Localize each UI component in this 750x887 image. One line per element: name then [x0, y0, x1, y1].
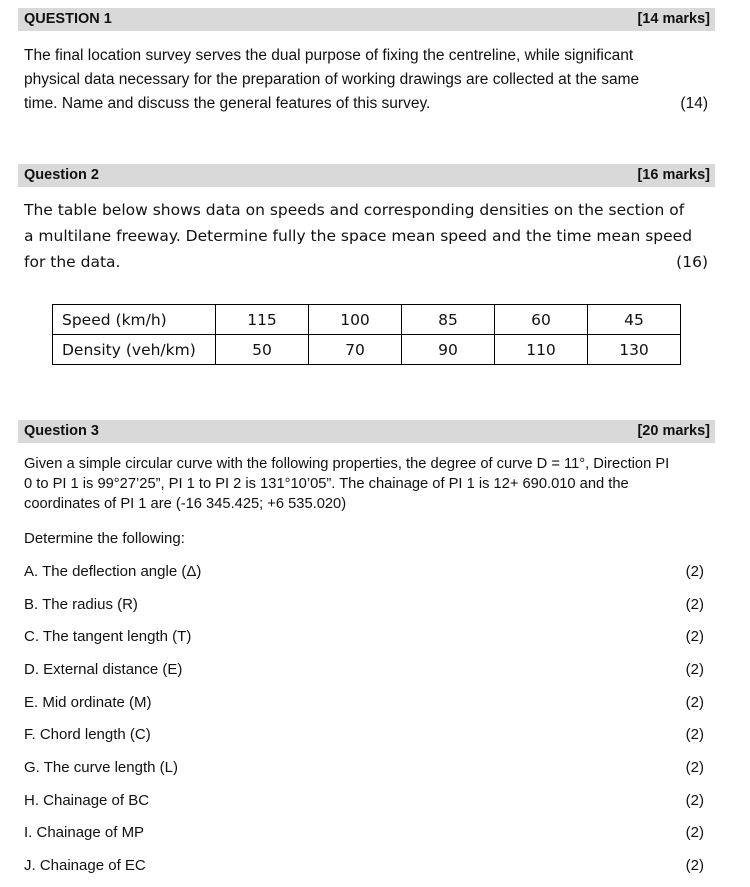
item-text: H. Chainage of BC: [24, 792, 150, 809]
question-2-line: a multilane freeway. Determine fully the space mean speed and the time mean speed: [24, 227, 693, 245]
item-text: J. Chainage of EC: [24, 857, 146, 874]
list-item: [24, 822, 704, 844]
item-marks: (2): [685, 759, 704, 776]
list-item: [24, 561, 704, 583]
question-3-line: coordinates of PI 1 are (-16 345.425; +6 535.020): [24, 496, 347, 512]
determine-prompt: Determine the following:: [24, 530, 185, 547]
item-text: G. The curve length (L): [24, 759, 178, 776]
item-marks: (2): [685, 792, 704, 809]
question-1-line: physical data necessary for the preparation of working drawings are collected at the same: [24, 71, 640, 88]
question-3-line: Given a simple circular curve with the following properties, the degree of curve D = 11°, Direction PI: [24, 456, 670, 472]
item-marks: (2): [685, 563, 704, 580]
item-text: A. The deflection angle (Δ): [24, 563, 202, 580]
item-text: D. External distance (E): [24, 661, 183, 678]
item-marks: (2): [685, 694, 704, 711]
list-item: [24, 692, 704, 714]
density-cell: 110: [495, 335, 588, 365]
density-cell: 50: [216, 335, 309, 365]
question-1-body: [24, 44, 712, 116]
item-text: C. The tangent length (T): [24, 628, 192, 645]
list-item: [24, 594, 704, 616]
speed-cell: 60: [495, 305, 588, 335]
question-1-marks: (14): [680, 95, 708, 112]
density-label-cell: Density (veh/km): [53, 335, 216, 365]
item-marks: (2): [685, 661, 704, 678]
question-2-marks: (16): [676, 253, 708, 271]
list-item: [24, 790, 704, 812]
question-1-line: time. Name and discuss the general features of this survey.: [24, 95, 431, 112]
table-row-speed: [53, 305, 681, 335]
item-text: I. Chainage of MP: [24, 824, 145, 841]
question-2-marks-total: [16 marks]: [637, 167, 710, 183]
item-marks: (2): [685, 857, 704, 874]
list-item: [24, 659, 704, 681]
speed-label-cell: Speed (km/h): [53, 305, 216, 335]
speed-cell: 115: [216, 305, 309, 335]
question-2-line: for the data.: [24, 253, 121, 271]
question-3-title: Question 3: [24, 423, 99, 439]
item-marks: (2): [685, 628, 704, 645]
question-3-header: [18, 420, 715, 443]
density-cell: 130: [588, 335, 681, 365]
density-cell: 90: [402, 335, 495, 365]
speed-cell: 100: [309, 305, 402, 335]
table-row-density: [53, 335, 681, 365]
question-2-last-line: [24, 249, 712, 275]
question-1-header: [18, 8, 715, 31]
question-2-body: [24, 197, 712, 275]
question-3-body: [24, 454, 724, 514]
speed-cell: 45: [588, 305, 681, 335]
item-marks: (2): [685, 824, 704, 841]
item-marks: (2): [685, 596, 704, 613]
item-text: E. Mid ordinate (M): [24, 694, 152, 711]
question-2-line: The table below shows data on speeds and corresponding densities on the section of: [24, 201, 685, 219]
speed-cell: 85: [402, 305, 495, 335]
density-cell: 70: [309, 335, 402, 365]
list-item: [24, 626, 704, 648]
item-text: F. Chord length (C): [24, 726, 151, 743]
question-1-marks-total: [14 marks]: [637, 11, 710, 27]
question-2-header: [18, 164, 715, 187]
list-item: [24, 757, 704, 779]
question-1-line: The final location survey serves the dual purpose of fixing the centreline, while significant: [24, 47, 634, 64]
question-3-line: 0 to PI 1 is 99°27’25”, PI 1 to PI 2 is 131°10’05”. The chainage of PI 1 is 12+ 690.010 and the: [24, 476, 629, 492]
question-3-marks-total: [20 marks]: [637, 423, 710, 439]
question-2-title: Question 2: [24, 167, 99, 183]
question-1-last-line: [24, 92, 712, 116]
list-item: [24, 724, 704, 746]
speed-density-table: [52, 304, 681, 365]
item-text: B. The radius (R): [24, 596, 138, 613]
item-marks: (2): [685, 726, 704, 743]
question-1-title: QUESTION 1: [24, 11, 112, 27]
list-item: [24, 855, 704, 877]
